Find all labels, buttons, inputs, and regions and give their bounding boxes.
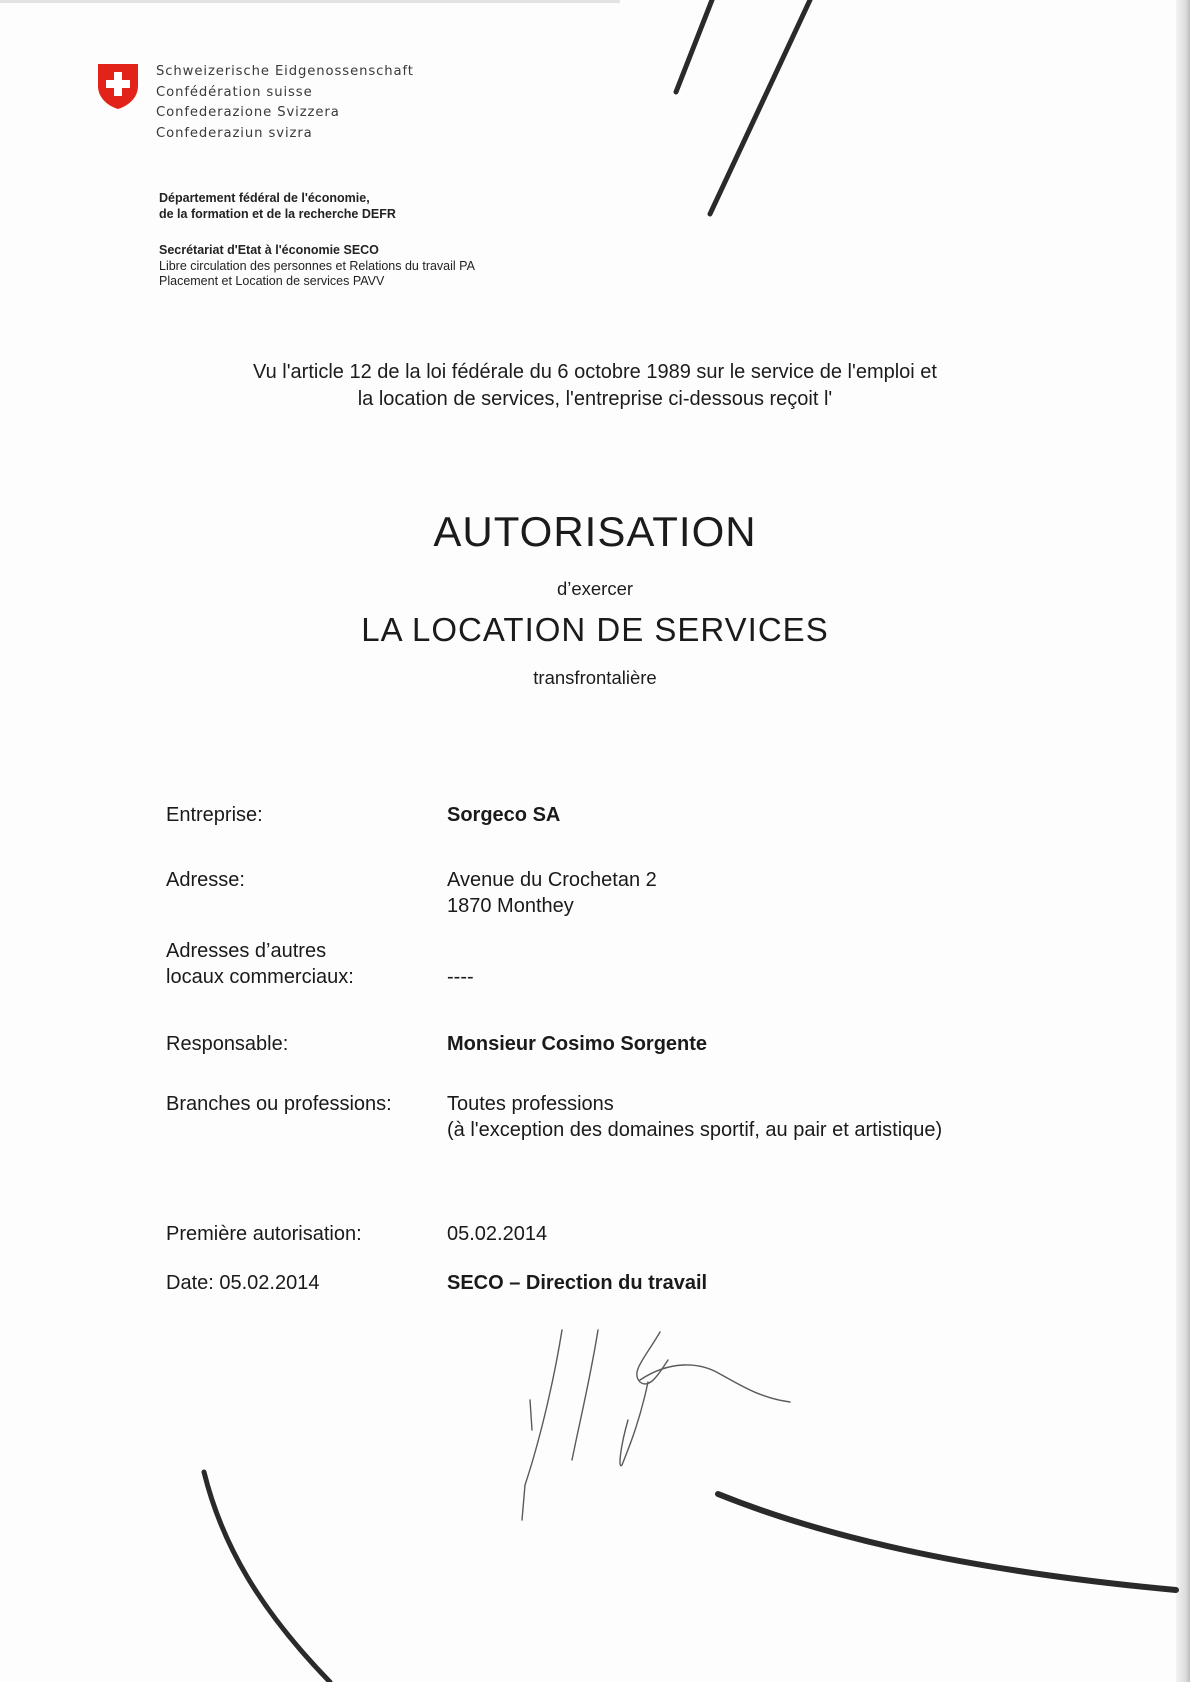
swiss-crest-icon [96, 62, 140, 110]
title-subline-1: d’exercer [556, 578, 634, 599]
premiere-autorisation-value: 05.02.2014 [447, 1223, 548, 1245]
confed-line-de: Schweizerische Eidgenossenschaft [156, 64, 414, 79]
intro-line-2: la location de services, l'entreprise ci-dessous reçoit l' [357, 388, 833, 410]
confed-line-fr: Confédération suisse [156, 84, 313, 100]
entreprise-label: Entreprise: [166, 804, 263, 826]
department-block [159, 191, 396, 222]
bottom-arc-strokes [204, 1472, 1176, 1682]
autres-locaux-value: ---- [447, 966, 474, 988]
secretariat-line-1: Libre circulation des personnes et Relations du travail PA [159, 258, 475, 273]
branches-line-1: Toutes professions [447, 1093, 614, 1115]
premiere-autorisation-label: Première autorisation: [166, 1223, 362, 1245]
responsable-label: Responsable: [166, 1033, 289, 1055]
top-slash-strokes [676, 0, 810, 214]
secretariat-line-2: Placement et Location de services PAVV [159, 274, 385, 288]
adresse-line-1: Avenue du Crochetan 2 [447, 869, 657, 891]
autres-locaux-label-line-2: locaux commerciaux: [166, 966, 354, 988]
adresse-label: Adresse: [166, 869, 245, 891]
confed-line-it: Confederazione Svizzera [156, 105, 340, 120]
branches-label: Branches ou professions: [166, 1093, 392, 1115]
signature [522, 1330, 790, 1520]
title-subline-2: transfrontalière [533, 667, 657, 688]
scan-right-edge [1176, 0, 1190, 1682]
secretariat-title: Secrétariat d'Etat à l'économie SECO [159, 243, 379, 257]
secretariat-block [159, 243, 475, 290]
intro-line-1: Vu l'article 12 de la loi fédérale du 6 octobre 1989 sur le service de l'emploi et [253, 361, 937, 383]
department-line-1: Département fédéral de l'économie, [159, 191, 370, 205]
confederation-names [156, 62, 414, 144]
autres-locaux-label-line-1: Adresses d’autres [166, 940, 327, 962]
responsable-value: Monsieur Cosimo Sorgente [447, 1033, 708, 1055]
department-line-2: de la formation et de la recherche DEFR [159, 206, 396, 221]
confed-line-rm: Confederaziun svizra [156, 125, 313, 141]
adresse-line-2: 1870 Monthey [447, 895, 574, 917]
date-label: Date: 05.02.2014 [166, 1272, 320, 1294]
branches-line-2: (à l'exception des domaines sportif, au pair et artistique) [447, 1119, 943, 1141]
entreprise-value: Sorgeco SA [447, 804, 561, 826]
scan-top-edge [0, 0, 620, 3]
intro-paragraph [130, 359, 1060, 413]
issuer-value: SECO – Direction du travail [447, 1272, 708, 1294]
document-subtitle: LA LOCATION DE SERVICES [361, 611, 829, 648]
document-title: AUTORISATION [433, 508, 757, 555]
